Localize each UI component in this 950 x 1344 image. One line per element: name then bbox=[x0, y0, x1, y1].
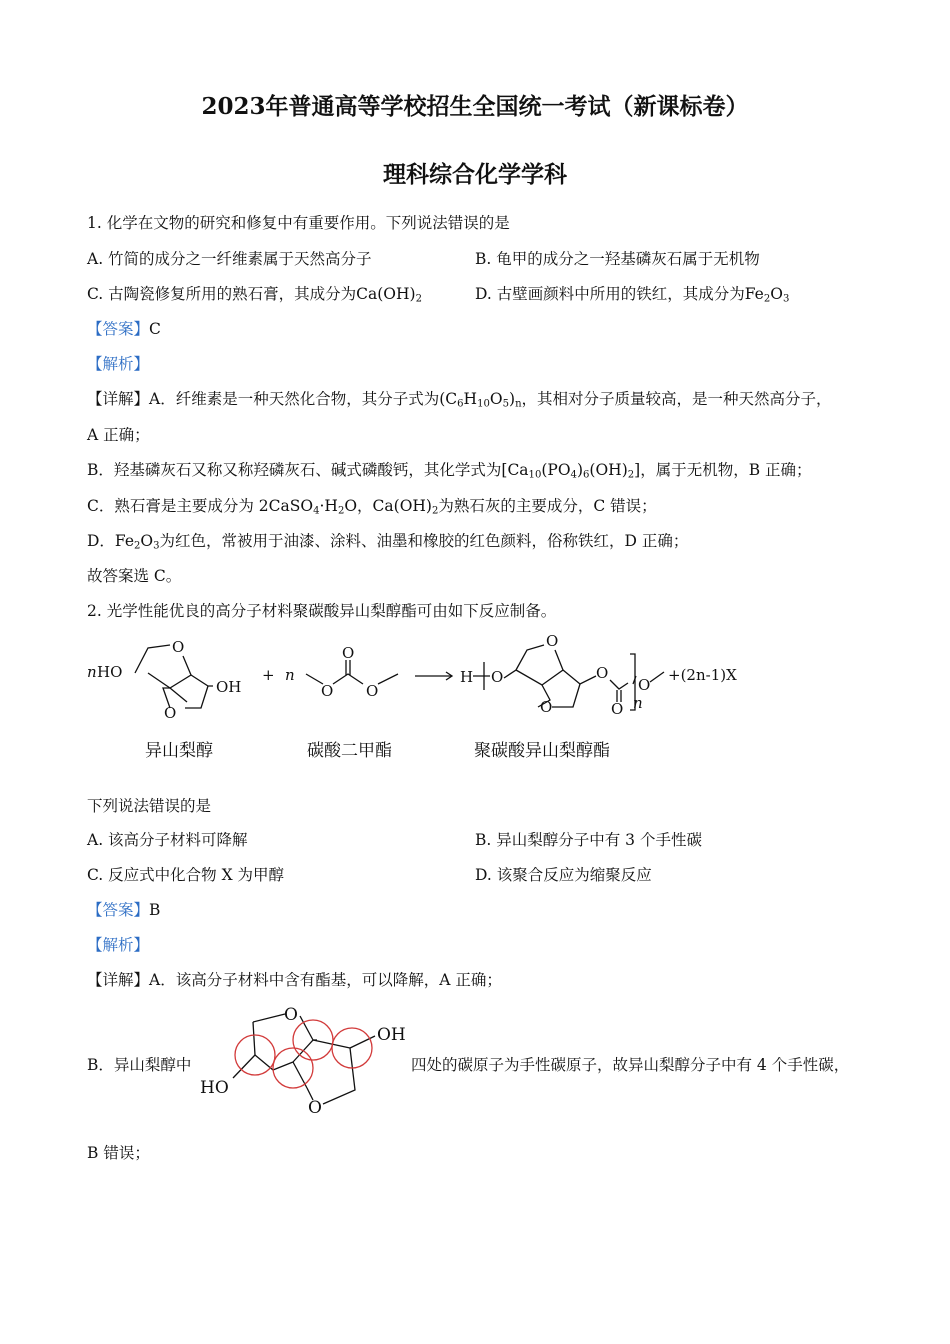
q1-d2-d: (OH) bbox=[589, 461, 628, 479]
q2-detail-a-text: A．该高分子材料中含有酯基，可以降解，A 正确； bbox=[149, 971, 502, 989]
scheme-n-1: n bbox=[87, 663, 97, 681]
fig-o-b: O bbox=[308, 1098, 322, 1118]
q1-option-a: A. 竹简的成分之一纤维素属于天然高分子 bbox=[87, 250, 372, 268]
q1-d2-b: (PO bbox=[541, 461, 571, 479]
scheme-o-a: O bbox=[172, 638, 185, 656]
exam-title: 2023年普通高等学校招生全国统一考试（新课标卷） bbox=[201, 93, 749, 120]
label-isosorbide: 异山梨醇 bbox=[145, 741, 213, 761]
scheme-oh: OH bbox=[216, 678, 242, 696]
q1-d2-s3: 6 bbox=[583, 469, 590, 481]
q1-d3-s2: 2 bbox=[337, 505, 345, 517]
q1-detail-c bbox=[87, 494, 657, 517]
q1-d3-a: C．熟石膏是主要成分为 2CaSO bbox=[87, 497, 314, 515]
q2-option-c: C. 反应式中化合物 X 为甲醇 bbox=[87, 866, 285, 884]
label-dimethyl-carbonate: 碳酸二甲酯 bbox=[307, 741, 392, 761]
fig-oh: OH bbox=[377, 1025, 406, 1045]
q1-d1-e: ，其相对分子质量较高，是一种天然高分子， bbox=[521, 390, 832, 408]
q1-d2-s1: 10 bbox=[528, 469, 542, 481]
q1-detail-a-cont: A 正确； bbox=[87, 426, 150, 444]
q1-d4-b: O bbox=[140, 532, 154, 550]
q1-d4-s2: 3 bbox=[153, 540, 160, 552]
scheme-o-b: O bbox=[164, 704, 177, 722]
q1-d2-a: B．羟基磷灰石又称又称羟磷灰石、碱式磷酸钙，其化学式为[Ca bbox=[87, 461, 529, 479]
detail-tag: 【详解】 bbox=[87, 971, 150, 989]
q1-option-c-sub: 2 bbox=[415, 293, 422, 305]
q1-d1-s1: 6 bbox=[457, 398, 464, 410]
q2-detail-b-cont: B 错误； bbox=[87, 1144, 150, 1162]
scheme-o-i: O bbox=[596, 664, 609, 682]
q2-answer-value: B bbox=[149, 901, 161, 919]
q1-analysis-tag: 【解析】 bbox=[87, 355, 150, 373]
q1-answer-value: C bbox=[149, 320, 161, 338]
q1-option-d-mid: O bbox=[770, 285, 783, 303]
reaction-scheme bbox=[80, 628, 760, 723]
scheme-o-e: O bbox=[366, 682, 379, 700]
q1-d3-s3: 2 bbox=[431, 505, 439, 517]
q2-answer bbox=[87, 898, 160, 920]
q1-stem: 1. 化学在文物的研究和修复中有重要作用。下列说法错误的是 bbox=[87, 214, 510, 232]
scheme-ho: HO bbox=[97, 663, 123, 681]
q1-answer bbox=[87, 317, 161, 339]
q1-d4-a: D．Fe bbox=[87, 532, 135, 550]
scheme-o-f: O bbox=[491, 668, 504, 686]
q1-d1-d: ) bbox=[509, 390, 516, 408]
q1-d4-c: 为红色，常被用于油漆、涂料、油墨和橡胶的红色颜料，俗称铁红，D 正确； bbox=[159, 532, 689, 550]
q1-option-c-text: C. 古陶瓷修复所用的熟石膏，其成分为Ca(OH) bbox=[87, 285, 416, 303]
scheme-o-d: O bbox=[321, 682, 334, 700]
q1-d2-c: ) bbox=[576, 461, 584, 479]
q1-option-d bbox=[475, 282, 789, 305]
q2-detail-b-pre: B．异山梨醇中 bbox=[87, 1056, 192, 1074]
q1-d1-s3: 5 bbox=[502, 398, 509, 410]
q1-d3-b: ·H bbox=[319, 497, 338, 515]
q2-detail-a bbox=[87, 968, 502, 990]
answer-tag: 【答案】 bbox=[87, 901, 150, 919]
q1-d3-s1: 4 bbox=[313, 505, 320, 517]
scheme-n-2: n bbox=[285, 666, 295, 684]
q1-option-d-text: D. 古壁画颜料中所用的铁红，其成分为Fe bbox=[475, 285, 764, 303]
scheme-h: H bbox=[460, 668, 474, 686]
scheme-o-c: O bbox=[342, 644, 355, 662]
scheme-o-k: O bbox=[638, 676, 651, 694]
fig-ho: HO bbox=[200, 1078, 229, 1098]
q2-analysis-tag: 【解析】 bbox=[87, 936, 150, 954]
q2-stem: 2. 光学性能优良的高分子材料聚碳酸异山梨醇酯可由如下反应制备。 bbox=[87, 602, 557, 620]
q2-option-a: A. 该高分子材料可降解 bbox=[87, 831, 248, 849]
q1-option-d-sub1: 2 bbox=[763, 293, 771, 305]
q1-d1-s4: n bbox=[515, 398, 522, 410]
q1-option-c bbox=[87, 282, 422, 305]
answer-tag: 【答案】 bbox=[87, 320, 150, 338]
q1-d1-s2: 10 bbox=[477, 398, 490, 410]
q2-prompt: 下列说法错误的是 bbox=[87, 797, 212, 815]
q1-conclusion: 故答案选 C。 bbox=[87, 567, 182, 585]
q1-detail-d bbox=[87, 529, 688, 552]
q1-option-b: B. 龟甲的成分之一羟基磷灰石属于无机物 bbox=[475, 250, 760, 268]
scheme-n-3: n bbox=[633, 694, 643, 712]
q1-d2-e: ]，属于无机物，B 正确； bbox=[634, 461, 812, 479]
q1-detail-a bbox=[87, 387, 832, 410]
label-polymer: 聚碳酸异山梨醇酯 bbox=[474, 741, 610, 761]
q1-d3-c: O，Ca(OH) bbox=[344, 497, 432, 515]
q1-d1-c: O bbox=[489, 390, 503, 408]
q1-d2-s4: 2 bbox=[627, 469, 635, 481]
q1-d3-d: 为熟石灰的主要成分，C 错误； bbox=[438, 497, 657, 515]
fig-o-a: O bbox=[284, 1005, 298, 1025]
scheme-plus: + bbox=[262, 666, 275, 684]
q1-d1-b: H bbox=[463, 390, 478, 408]
scheme-o-h: O bbox=[540, 698, 553, 716]
q2-option-b: B. 异山梨醇分子中有 3 个手性碳 bbox=[475, 831, 702, 849]
isosorbide-chiral-figure bbox=[195, 1000, 415, 1125]
scheme-o-j: O bbox=[611, 700, 624, 718]
scheme-byproduct: +(2n-1)X bbox=[668, 666, 737, 684]
q2-option-d: D. 该聚合反应为缩聚反应 bbox=[475, 866, 652, 884]
exam-subtitle: 理科综合化学学科 bbox=[383, 161, 567, 188]
q1-option-d-sub2: 3 bbox=[782, 293, 790, 305]
detail-tag: 【详解】 bbox=[87, 390, 150, 408]
q1-detail-b bbox=[87, 458, 812, 481]
q1-d1-a: A．纤维素是一种天然化合物，其分子式为(C bbox=[149, 390, 458, 408]
q1-d4-s1: 2 bbox=[134, 540, 141, 552]
q2-detail-b-post: 四处的碳原子为手性碳原子，故异山梨醇分子中有 4 个手性碳， bbox=[411, 1056, 850, 1074]
q1-d2-s2: 4 bbox=[570, 469, 577, 481]
scheme-o-g: O bbox=[546, 632, 559, 650]
